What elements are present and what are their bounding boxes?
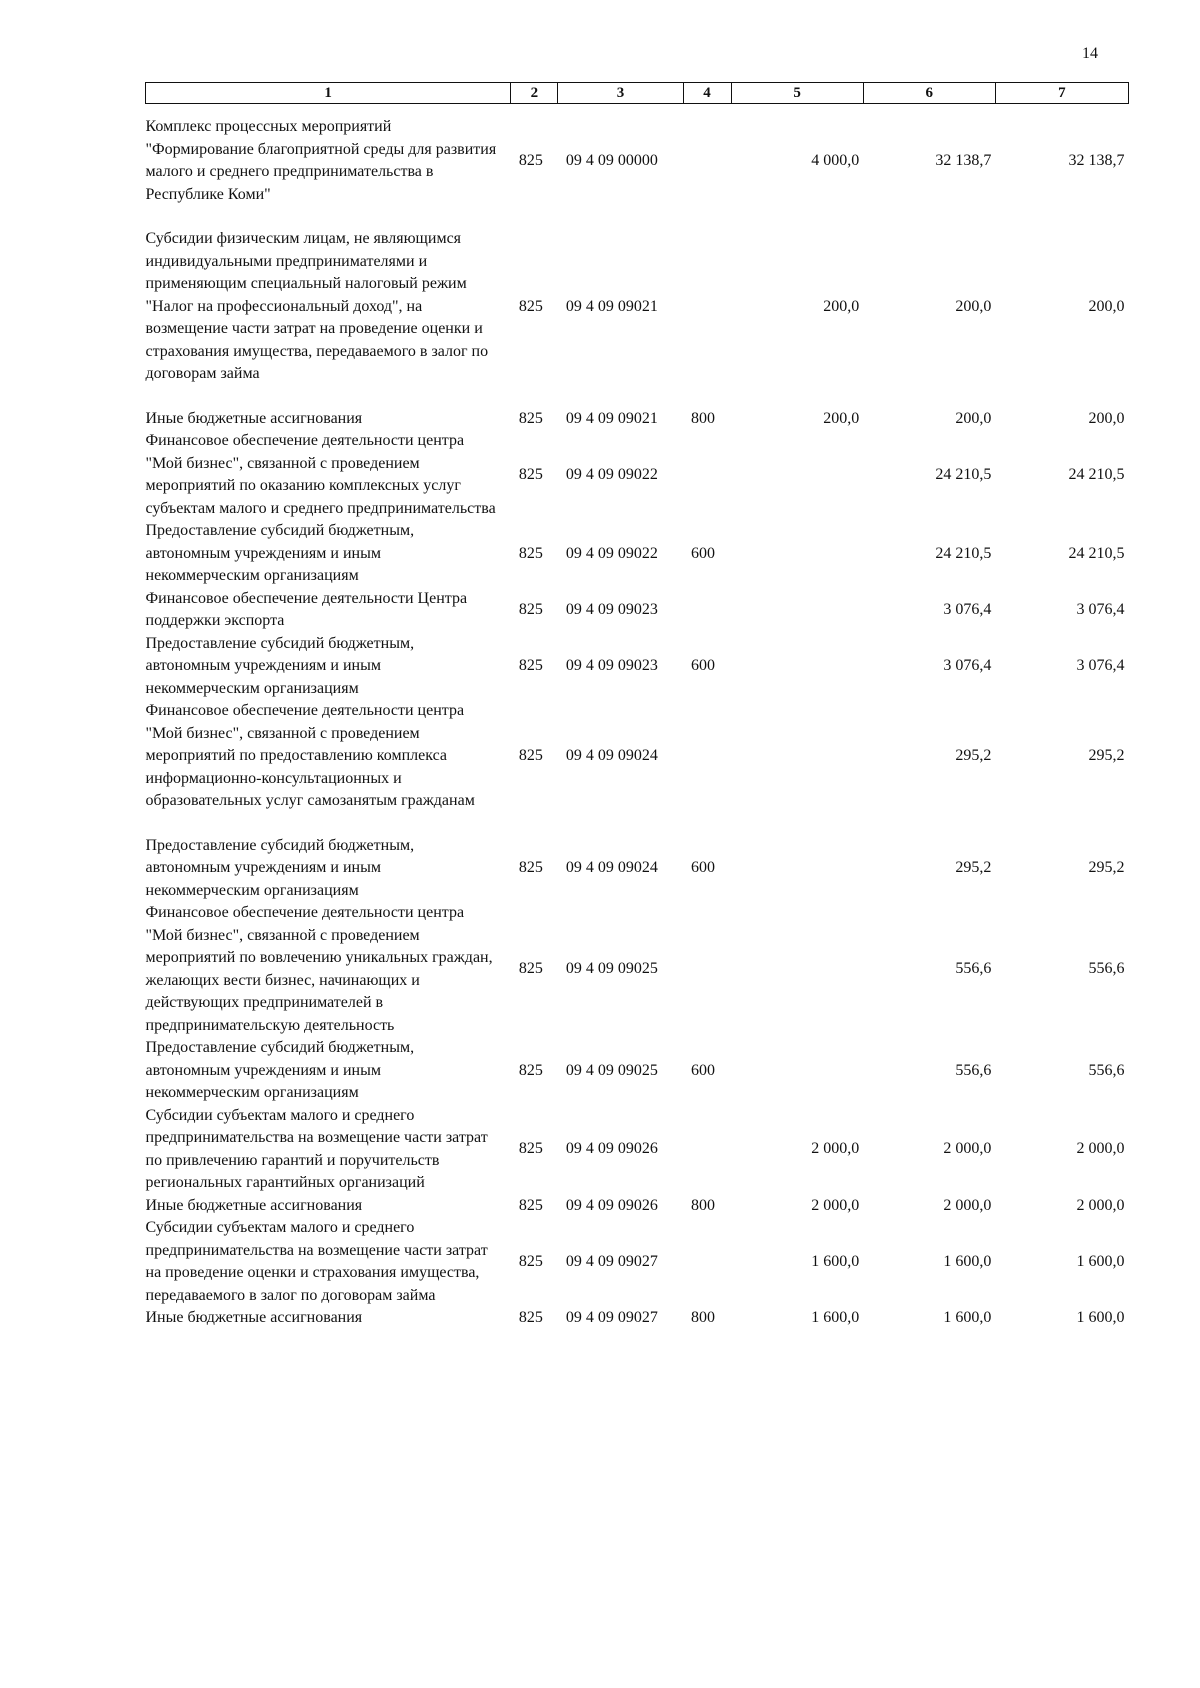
row-year1 xyxy=(731,633,863,701)
row-ved: 825 xyxy=(518,960,543,978)
table-row xyxy=(146,1217,1129,1307)
row-ved: 825 xyxy=(518,465,543,483)
row-csr: 09 4 09 09022 xyxy=(565,465,658,483)
row-year2: 2 000,0 xyxy=(943,1196,992,1214)
row-year2: 1 600,0 xyxy=(943,1252,992,1270)
row-year3: 1 600,0 xyxy=(1076,1309,1125,1326)
row-vr: 800 xyxy=(691,1309,716,1326)
row-year1: 1 600,0 xyxy=(811,1309,860,1326)
row-year2: 295,2 xyxy=(955,747,992,764)
row-vr: 600 xyxy=(691,859,716,876)
row-ved: 825 xyxy=(518,1309,543,1326)
row-year1: 4 000,0 xyxy=(811,151,860,169)
row-csr: 09 4 09 09022 xyxy=(565,544,658,562)
row-name: Финансовое обеспечение деятельности центра "Мой бизнес", связанной с проведением мероприятий по оказанию комплексных услуг субъектам малого и среднего предпринимательства xyxy=(145,432,496,517)
row-vr: 600 xyxy=(691,657,716,674)
row-year2: 295,2 xyxy=(955,859,992,876)
row-year3: 556,6 xyxy=(1088,1061,1125,1079)
row-year3: 2 000,0 xyxy=(1076,1140,1125,1158)
row-year1: 1 600,0 xyxy=(811,1252,860,1270)
row-csr: 09 4 09 00000 xyxy=(565,151,658,169)
table-row xyxy=(146,520,1129,588)
row-year2: 1 600,0 xyxy=(943,1309,992,1326)
row-year1 xyxy=(731,902,863,1037)
row-ved: 825 xyxy=(518,544,543,562)
row-vr: 800 xyxy=(691,409,716,427)
row-ved: 825 xyxy=(518,409,543,427)
row-year1 xyxy=(731,588,863,633)
row-csr: 09 4 09 09024 xyxy=(565,747,658,764)
row-ved: 825 xyxy=(518,600,543,618)
row-ved: 825 xyxy=(518,1140,543,1158)
table-row xyxy=(146,835,1129,903)
row-name: Предоставление субсидий бюджетным, автономным учреждениям и иным некоммерческим организациям xyxy=(145,634,415,697)
row-year2: 3 076,4 xyxy=(943,600,992,618)
row-year3: 200,0 xyxy=(1088,409,1125,427)
row-year1 xyxy=(731,520,863,588)
row-year2: 2 000,0 xyxy=(943,1140,992,1158)
table-row xyxy=(146,430,1129,520)
table-row xyxy=(146,588,1129,633)
column-header: 3 xyxy=(558,83,683,104)
row-name: Предоставление субсидий бюджетным, автономным учреждениям и иным некоммерческим организациям xyxy=(145,1039,415,1101)
row-year3: 32 138,7 xyxy=(1068,151,1125,169)
row-year2: 556,6 xyxy=(955,1061,992,1079)
table-row xyxy=(146,633,1129,701)
table-row xyxy=(146,1307,1129,1330)
column-header: 6 xyxy=(863,83,995,104)
column-header: 2 xyxy=(511,83,558,104)
row-ved: 825 xyxy=(518,657,543,674)
row-year1 xyxy=(731,1037,863,1105)
row-name: Предоставление субсидий бюджетным, автономным учреждениям и иным некоммерческим организациям xyxy=(145,836,415,899)
table-row xyxy=(146,902,1129,1037)
row-csr: 09 4 09 09026 xyxy=(565,1196,658,1214)
row-year2: 200,0 xyxy=(955,297,992,315)
row-vr xyxy=(683,1217,731,1307)
row-name: Финансовое обеспечение деятельности Центра поддержки экспорта xyxy=(145,589,468,629)
row-name: Субсидии субъектам малого и среднего предпринимательства на возмещение части затрат на проведение оценки и страхования имущества, передаваемого в залог по договорам займа xyxy=(145,1219,488,1304)
row-year3: 1 600,0 xyxy=(1076,1252,1125,1270)
row-name: Предоставление субсидий бюджетным, автономным учреждениям и иным некоммерческим организациям xyxy=(145,522,415,584)
row-year3: 2 000,0 xyxy=(1076,1196,1125,1214)
row-year1 xyxy=(731,430,863,520)
row-ved: 825 xyxy=(518,151,543,169)
row-year2: 200,0 xyxy=(955,409,992,427)
row-csr: 09 4 09 09027 xyxy=(565,1252,658,1270)
row-csr: 09 4 09 09024 xyxy=(565,859,658,876)
table-row xyxy=(146,228,1129,408)
row-year2: 32 138,7 xyxy=(935,151,992,169)
column-header: 1 xyxy=(146,83,511,104)
row-year1 xyxy=(731,700,863,835)
row-year1: 200,0 xyxy=(823,297,860,315)
row-name: Иные бюджетные ассигнования xyxy=(145,409,363,427)
row-vr: 800 xyxy=(691,1196,716,1214)
column-header: 4 xyxy=(683,83,731,104)
row-name: Иные бюджетные ассигнования xyxy=(145,1309,363,1326)
row-vr xyxy=(683,430,731,520)
row-ved: 825 xyxy=(518,1196,543,1214)
header-row xyxy=(146,83,1129,104)
row-year1 xyxy=(731,835,863,903)
column-header: 7 xyxy=(995,83,1128,104)
row-ved: 825 xyxy=(518,747,543,764)
row-name: Финансовое обеспечение деятельности центра "Мой бизнес", связанной с проведением мероприятий по вовлечению уникальных граждан, желающих вести бизнес, начинающих и действующих предпринимателей в предпринимательскую деятельность xyxy=(145,904,493,1034)
row-year1: 2 000,0 xyxy=(811,1196,860,1214)
row-year3: 295,2 xyxy=(1088,747,1125,764)
row-vr xyxy=(683,700,731,835)
row-year1: 200,0 xyxy=(823,409,860,427)
row-year3: 24 210,5 xyxy=(1068,465,1125,483)
row-year2: 556,6 xyxy=(955,960,992,978)
row-csr: 09 4 09 09021 xyxy=(565,297,658,315)
table-row xyxy=(146,700,1129,835)
row-csr: 09 4 09 09026 xyxy=(565,1140,658,1158)
row-year3: 556,6 xyxy=(1088,960,1125,978)
table-row xyxy=(146,1037,1129,1105)
row-year2: 24 210,5 xyxy=(935,544,992,562)
row-ved: 825 xyxy=(518,297,543,315)
row-vr xyxy=(683,902,731,1037)
row-year3: 3 076,4 xyxy=(1076,600,1125,618)
row-name: Субсидии физическим лицам, не являющимся индивидуальными предпринимателями и применяющим специальный налоговый режим "Налог на профессиональный доход", на возмещение части затрат на проведение оценки и страхования имущества, передаваемого в залог по договорам займа xyxy=(145,230,489,382)
column-header: 5 xyxy=(731,83,863,104)
row-csr: 09 4 09 09027 xyxy=(565,1309,658,1326)
row-csr: 09 4 09 09023 xyxy=(565,657,658,674)
row-year1: 2 000,0 xyxy=(811,1140,860,1158)
row-name: Финансовое обеспечение деятельности центра "Мой бизнес", связанной с проведением мероприятий по предоставлению комплекса информационно-консультационных и образовательных услуг самозанятым гражданам xyxy=(145,702,475,809)
row-name: Комплекс процессных мероприятий "Формирование благоприятной среды для развития малого и среднего предпринимательства в Республике Коми" xyxy=(145,118,497,203)
row-year3: 3 076,4 xyxy=(1076,657,1125,674)
table-row xyxy=(146,1195,1129,1218)
row-vr xyxy=(683,588,731,633)
row-year3: 295,2 xyxy=(1088,859,1125,876)
row-vr xyxy=(683,1105,731,1195)
row-name: Субсидии субъектам малого и среднего предпринимательства на возмещение части затрат по привлечению гарантий и поручительств региональных гарантийных организаций xyxy=(145,1106,488,1191)
table-row xyxy=(146,408,1129,431)
row-ved: 825 xyxy=(518,1252,543,1270)
row-name: Иные бюджетные ассигнования xyxy=(145,1196,363,1214)
budget-table xyxy=(145,82,1129,1330)
row-csr: 09 4 09 09025 xyxy=(565,1061,658,1079)
table-row xyxy=(146,104,1129,229)
row-vr: 600 xyxy=(691,1061,716,1079)
row-year3: 200,0 xyxy=(1088,297,1125,315)
row-year2: 3 076,4 xyxy=(943,657,992,674)
row-ved: 825 xyxy=(518,1061,543,1079)
row-vr: 600 xyxy=(691,544,716,562)
row-year3: 24 210,5 xyxy=(1068,544,1125,562)
row-csr: 09 4 09 09023 xyxy=(565,600,658,618)
row-csr: 09 4 09 09025 xyxy=(565,960,658,978)
row-vr xyxy=(683,104,731,229)
page-number: 14 xyxy=(1082,45,1098,62)
row-csr: 09 4 09 09021 xyxy=(565,409,658,427)
table-row xyxy=(146,1105,1129,1195)
row-year2: 24 210,5 xyxy=(935,465,992,483)
row-vr xyxy=(683,228,731,408)
row-ved: 825 xyxy=(518,859,543,876)
